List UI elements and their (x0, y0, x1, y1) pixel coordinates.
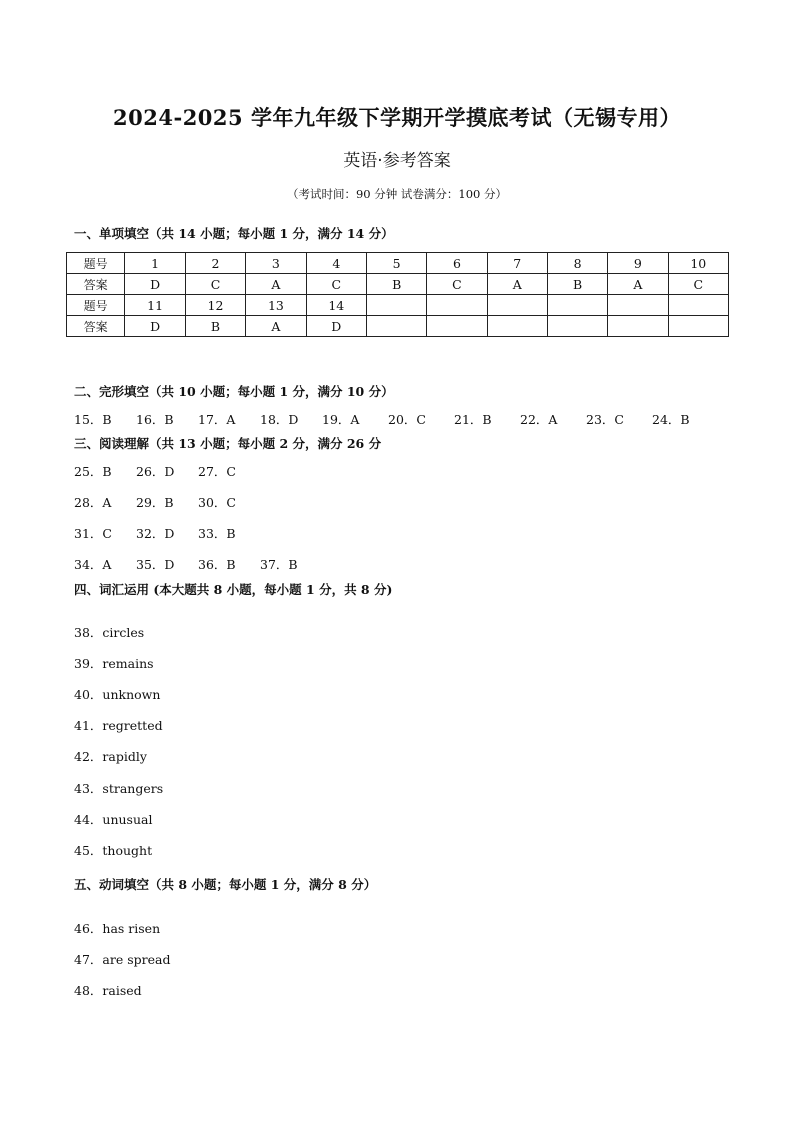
section1-answer-table (66, 252, 729, 337)
answer-item: 33．B (198, 526, 236, 541)
answer-item: 18．D (260, 412, 299, 427)
answer-item: 48．raised (74, 983, 142, 998)
answer-item: 38．circles (74, 625, 145, 640)
answer-item: 31．C (74, 526, 112, 541)
answer-item: 42．rapidly (74, 749, 147, 764)
row-label: 答案 (67, 316, 125, 337)
table-cell: 13 (246, 295, 306, 316)
table-cell: 2 (185, 253, 245, 274)
answer-item: 25．B (74, 464, 112, 479)
answer-item: 44．unusual (74, 812, 153, 827)
answer-item: 16．B (136, 412, 174, 427)
row-label: 题号 (67, 253, 125, 274)
table-cell: 9 (608, 253, 668, 274)
table-cell (367, 316, 427, 337)
answer-item: 20．C (388, 412, 426, 427)
section2-answer-line (74, 410, 690, 428)
table-cell: 7 (487, 253, 547, 274)
answer-item: 37．B (260, 557, 298, 572)
table-cell: A (246, 316, 306, 337)
table-cell: 3 (246, 253, 306, 274)
table-row-answers-2 (67, 316, 729, 337)
answer-item: 34．A (74, 557, 112, 572)
answer-item: 32．D (136, 526, 175, 541)
section3-answer-line (74, 493, 236, 511)
answer-item: 29．B (136, 495, 174, 510)
page-title: 2024-2025 学年九年级下学期开学摸底考试（无锡专用） (113, 105, 681, 130)
table-cell (547, 316, 607, 337)
table-row-answers-1 (67, 274, 729, 295)
table-cell: A (608, 274, 668, 295)
answer-item: 21．B (454, 412, 492, 427)
answer-item: 39．remains (74, 656, 154, 671)
table-cell: B (185, 316, 245, 337)
answer-item: 15．B (74, 412, 112, 427)
table-cell: B (547, 274, 607, 295)
table-cell (367, 295, 427, 316)
table-cell: A (246, 274, 306, 295)
section3-answer-line (74, 524, 236, 542)
row-label: 答案 (67, 274, 125, 295)
table-cell: D (125, 274, 185, 295)
answer-item: 46．has risen (74, 921, 161, 936)
answer-item: 17．A (198, 412, 236, 427)
table-cell: 6 (427, 253, 487, 274)
answer-item: 40．unknown (74, 687, 161, 702)
table-cell (487, 295, 547, 316)
section3-answer-line (74, 462, 236, 480)
table-cell (427, 295, 487, 316)
section1-heading: 一、单项填空（共 14 小题；每小题 1 分，满分 14 分） (74, 226, 394, 241)
answer-item: 19．A (322, 412, 360, 427)
table-cell: 1 (125, 253, 185, 274)
table-cell (427, 316, 487, 337)
section3-answer-line (74, 555, 298, 573)
answer-item: 26．D (136, 464, 175, 479)
answer-item: 22．A (520, 412, 558, 427)
table-cell: C (306, 274, 366, 295)
answer-item: 24．B (652, 412, 690, 427)
answer-item: 35．D (136, 557, 175, 572)
table-cell: 12 (185, 295, 245, 316)
table-row-numbers-2 (67, 295, 729, 316)
answer-item: 36．B (198, 557, 236, 572)
table-cell (668, 316, 728, 337)
table-cell: 14 (306, 295, 366, 316)
answer-item: 30．C (198, 495, 236, 510)
table-cell: 4 (306, 253, 366, 274)
answer-item: 23．C (586, 412, 624, 427)
table-cell (547, 295, 607, 316)
table-cell: 10 (668, 253, 728, 274)
answer-item: 47．are spread (74, 952, 171, 967)
section3-heading: 三、阅读理解（共 13 小题；每小题 2 分，满分 26 分 (74, 436, 382, 451)
answer-item: 27．C (198, 464, 236, 479)
table-cell: 5 (367, 253, 427, 274)
section2-heading: 二、完形填空（共 10 小题；每小题 1 分，满分 10 分） (74, 384, 394, 399)
section5-heading: 五、动词填空（共 8 小题；每小题 1 分，满分 8 分） (74, 877, 377, 892)
table-cell (487, 316, 547, 337)
table-cell: D (306, 316, 366, 337)
answer-item: 28．A (74, 495, 112, 510)
section4-heading: 四、词汇运用 (本大题共 8 小题，每小题 1 分，共 8 分) (74, 582, 393, 597)
table-cell (608, 316, 668, 337)
table-cell: B (367, 274, 427, 295)
exam-info-note: （考试时间：90 分钟 试卷满分：100 分） (286, 187, 508, 201)
row-label: 题号 (67, 295, 125, 316)
answer-item: 43．strangers (74, 781, 164, 796)
page-subtitle: 英语·参考答案 (343, 151, 451, 171)
table-row-numbers-1 (67, 253, 729, 274)
table-cell: 11 (125, 295, 185, 316)
answer-item: 41．regretted (74, 718, 163, 733)
table-cell: C (185, 274, 245, 295)
table-cell: D (125, 316, 185, 337)
table-cell: 8 (547, 253, 607, 274)
answer-item: 45．thought (74, 843, 153, 858)
table-cell: A (487, 274, 547, 295)
table-cell: C (427, 274, 487, 295)
table-cell: C (668, 274, 728, 295)
table-cell (668, 295, 728, 316)
table-cell (608, 295, 668, 316)
